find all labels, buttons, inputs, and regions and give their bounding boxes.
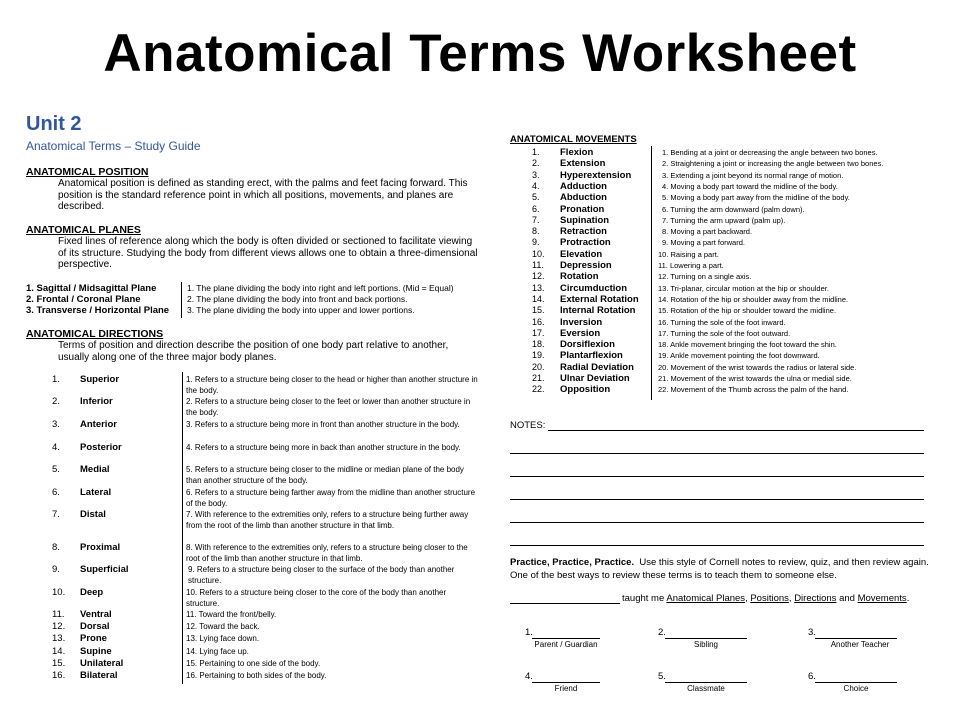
- blank-line[interactable]: [665, 682, 747, 683]
- planes-heading: ANATOMICAL PLANES: [26, 224, 141, 236]
- movement-num: 13.: [532, 282, 545, 293]
- movement-num: 12.: [532, 271, 545, 282]
- link-movements: Movements: [857, 593, 907, 604]
- blank-line[interactable]: [665, 638, 747, 639]
- direction-term: Bilateral: [80, 670, 118, 681]
- movement-term: Inversion: [560, 316, 603, 328]
- movement-definition: 14. Rotation of the hip or shoulder away from the midline.: [658, 294, 849, 304]
- notes-label: NOTES:: [510, 420, 546, 431]
- movement-term: Adduction: [560, 180, 607, 192]
- movement-term: Radial Deviation: [560, 361, 634, 373]
- direction-term: Deep: [80, 587, 104, 598]
- direction-definition: 10. Refers to a structure being closer to the core of the body than another structure.: [186, 588, 447, 608]
- movement-num: 16.: [532, 316, 545, 327]
- plane-definition: 3. The plane dividing the body into upper and lower portions.: [187, 305, 415, 315]
- movement-num: 18.: [532, 339, 545, 350]
- practice-paragraph: [510, 557, 930, 582]
- movement-definition: 20. Movement of the wrist towards the radius or lateral side.: [658, 362, 857, 372]
- movement-term: Circumduction: [560, 282, 628, 294]
- movement-num: 5.: [532, 192, 540, 203]
- blank-num: 3.: [808, 627, 816, 638]
- direction-definition: 11. Toward the front/belly.: [186, 610, 277, 619]
- direction-term: Supine: [80, 646, 112, 657]
- blank-label: Another Teacher: [830, 640, 890, 649]
- taught-prefix: taught me: [622, 593, 665, 604]
- direction-definition: 8. With reference to the extremities only, refers to a structure being closer to the root of the limb than another structure in that limb.: [186, 543, 468, 563]
- direction-definition: 12. Toward the back.: [186, 622, 260, 631]
- plane-definition: 2. The plane dividing the body into front and back portions.: [187, 294, 408, 304]
- blank-num: 2.: [658, 627, 666, 638]
- direction-term: Inferior: [80, 396, 113, 407]
- movement-term: Abduction: [560, 192, 607, 204]
- movement-term: Pronation: [560, 203, 605, 215]
- direction-definition: 1. Refers to a structure being closer to the head or higher than another structure in the body.: [186, 375, 478, 395]
- movement-num: 3.: [532, 169, 540, 180]
- movement-definition: 7. Turning the arm upward (palm up).: [662, 215, 786, 225]
- direction-definition: 15. Pertaining to one side of the body.: [186, 659, 321, 668]
- directions-text: Terms of position and direction describe the position of one body part relative to another, usually along one of the three major body planes.: [58, 340, 449, 363]
- link-directions: Directions: [794, 593, 837, 604]
- direction-definition: 13. Lying face down.: [186, 634, 260, 643]
- direction-definition: 14. Lying face up.: [186, 647, 249, 656]
- movement-term: Retraction: [560, 226, 607, 238]
- movement-definition: 2. Straightening a joint or increasing the angle between two bones.: [662, 159, 884, 169]
- direction-definition: 16. Pertaining to both sides of the body.: [186, 671, 327, 680]
- movement-num: 2.: [532, 158, 540, 169]
- movement-term: External Rotation: [560, 293, 639, 305]
- and-text: and: [839, 593, 855, 604]
- movement-num: 14.: [532, 293, 545, 304]
- blank-label: Choice: [843, 684, 869, 693]
- directions-heading: ANATOMICAL DIRECTIONS: [26, 328, 164, 340]
- movement-definition: 4. Moving a body part toward the midline of the body.: [662, 181, 838, 191]
- direction-definition: 6. Refers to a structure being farther away from the midline than another structure of the body.: [186, 488, 476, 508]
- planes-text: Fixed lines of reference along which the body is often divided or sectioned to facilitate viewing of its structure. Studying the body from different views allows one to obtain a three-dimensional perspective.: [58, 236, 478, 271]
- movement-num: 10.: [532, 248, 545, 259]
- direction-num: 15.: [52, 658, 66, 669]
- movement-term: Plantarflexion: [560, 350, 623, 362]
- blank-line[interactable]: [532, 682, 600, 683]
- direction-definition: 5. Refers to a structure being closer to the midline or median plane of the body than another structure of the body.: [186, 465, 464, 485]
- notes-line: [510, 522, 924, 523]
- direction-num: 3.: [52, 419, 60, 430]
- blank-label: Classmate: [687, 684, 725, 693]
- movement-definition: 10. Raising a part.: [658, 249, 719, 259]
- plane-divider: [181, 282, 182, 318]
- position-heading: ANATOMICAL POSITION: [26, 166, 149, 178]
- plane-term: 3. Transverse / Horizontal Plane: [26, 305, 170, 316]
- notes-line: [548, 430, 924, 431]
- direction-num: 13.: [52, 633, 66, 644]
- movement-term: Eversion: [560, 327, 601, 339]
- blank-num: 4.: [525, 671, 533, 682]
- direction-num: 16.: [52, 670, 66, 681]
- taught-line: [622, 593, 909, 605]
- direction-term: Proximal: [80, 542, 121, 553]
- movement-num: 22.: [532, 384, 545, 395]
- movement-definition: 21. Movement of the wrist towards the ulna or medial side.: [658, 374, 852, 383]
- taught-blank[interactable]: [510, 603, 620, 604]
- blank-line[interactable]: [815, 638, 897, 639]
- movement-definition: 12. Turning on a single axis.: [658, 272, 752, 282]
- blank-line[interactable]: [532, 638, 600, 639]
- movement-definition: 13. Tri-planar, circular motion at the hip or shoulder.: [658, 283, 829, 293]
- direction-num: 7.: [52, 509, 60, 520]
- direction-definition: 9. Refers to a structure being closer to the surface of the body than another structure.: [188, 565, 455, 585]
- direction-num: 10.: [52, 587, 66, 598]
- direction-num: 1.: [52, 374, 60, 385]
- movement-term: Protraction: [560, 237, 611, 249]
- movement-definition: 3. Extending a joint beyond its normal range of motion.: [662, 170, 844, 180]
- movement-definition: 9. Moving a part forward.: [662, 238, 745, 248]
- movement-term: Extension: [560, 158, 606, 170]
- direction-term: Dorsal: [80, 621, 110, 632]
- movement-num: 15.: [532, 305, 545, 316]
- movement-definition: 15. Rotation of the hip or shoulder toward the midline.: [658, 306, 837, 316]
- direction-num: 8.: [52, 542, 60, 553]
- direction-term: Anterior: [80, 419, 117, 430]
- direction-term: Prone: [80, 633, 107, 644]
- direction-num: 9.: [52, 564, 60, 575]
- movement-num: 4.: [532, 180, 540, 191]
- direction-term: Medial: [80, 464, 110, 475]
- movement-term: Hyperextension: [560, 169, 632, 181]
- direction-term: Superficial: [80, 564, 129, 575]
- unit-subtitle: Anatomical Terms – Study Guide: [26, 139, 201, 153]
- separator: ,: [788, 593, 792, 604]
- direction-num: 14.: [52, 646, 66, 657]
- blank-num: 5.: [658, 671, 666, 682]
- direction-term: Distal: [80, 509, 106, 520]
- movement-definition: 5. Moving a body part away from the midline of the body.: [662, 193, 850, 203]
- movements-heading: ANATOMICAL MOVEMENTS: [510, 134, 637, 145]
- movement-term: Depression: [560, 260, 612, 271]
- direction-term: Unilateral: [80, 658, 124, 669]
- movement-num: 20.: [532, 361, 545, 372]
- movement-num: 7.: [532, 214, 540, 225]
- movement-term: Ulnar Deviation: [560, 373, 630, 384]
- direction-num: 11.: [52, 609, 65, 620]
- unit-title: Unit 2: [26, 113, 82, 135]
- direction-term: Ventral: [80, 609, 112, 620]
- link-anatomical-planes: Anatomical Planes: [666, 593, 746, 604]
- direction-term: Lateral: [80, 487, 112, 498]
- movement-term: Supination: [560, 214, 610, 226]
- direction-definition: 7. With reference to the extremities only, refers to a structure being further away from the root of the limb than another structure in that limb.: [186, 510, 469, 530]
- plane-term: 2. Frontal / Coronal Plane: [26, 294, 141, 305]
- blank-label: Parent / Guardian: [534, 640, 598, 649]
- position-text: Anatomical position is defined as standing erect, with the palms and feet facing forward. This position is the standard reference point in which all positions, movements, and planes are described.: [58, 178, 468, 213]
- notes-line: [510, 476, 924, 477]
- movements-divider: [651, 146, 652, 400]
- movement-definition: 1. Bending at a joint or decreasing the angle between two bones.: [662, 148, 878, 157]
- notes-line: [510, 545, 924, 546]
- movement-term: Opposition: [560, 384, 611, 396]
- direction-num: 12.: [52, 621, 66, 632]
- movement-definition: 19. Ankle movement pointing the foot downward.: [658, 351, 820, 361]
- movement-definition: 22. Movement of the Thumb across the palm of the hand.: [658, 385, 849, 395]
- movement-term: Internal Rotation: [560, 305, 636, 317]
- blank-label: Friend: [554, 684, 578, 693]
- movement-term: Rotation: [560, 271, 599, 283]
- plane-term: 1. Sagittal / Midsagittal Plane: [26, 283, 157, 294]
- movement-num: 17.: [532, 327, 545, 338]
- blank-num: 6.: [808, 671, 816, 682]
- movement-definition: 6. Turning the arm downward (palm down).: [662, 204, 805, 214]
- direction-num: 4.: [52, 442, 60, 453]
- direction-num: 6.: [52, 487, 60, 498]
- practice-heading: Practice, Practice, Practice.: [510, 557, 635, 568]
- direction-num: 5.: [52, 464, 60, 475]
- practice-text: Use this style of Cornell notes to review, quiz, and then review again. One of the best ways to review these terms is to teach them to someone else.: [510, 557, 929, 581]
- blank-num: 1.: [525, 627, 533, 638]
- movement-definition: 18. Ankle movement bringing the foot toward the shin.: [658, 340, 837, 350]
- blank-line[interactable]: [815, 682, 897, 683]
- movement-num: 21.: [532, 373, 545, 383]
- movement-num: 9.: [532, 237, 540, 248]
- movement-num: 6.: [532, 203, 540, 214]
- movement-num: 11.: [532, 260, 544, 270]
- movement-definition: 8. Moving a part backward.: [662, 227, 753, 237]
- separator: ,: [745, 593, 748, 604]
- slide-title: Anatomical Terms Worksheet: [103, 24, 857, 83]
- movement-term: Elevation: [560, 248, 603, 260]
- movement-num: 1.: [532, 147, 540, 157]
- notes-line: [510, 499, 924, 500]
- direction-term: Posterior: [80, 442, 122, 453]
- movement-definition: 17. Turning the sole of the foot outward.: [658, 328, 791, 338]
- direction-definition: 2. Refers to a structure being closer to the feet or lower than another structure in the body.: [186, 397, 471, 417]
- direction-term: Superior: [80, 374, 120, 385]
- direction-num: 2.: [52, 396, 60, 407]
- direction-definition: 3. Refers to a structure being more in front than another structure in the body.: [186, 420, 460, 429]
- movement-num: 8.: [532, 226, 540, 237]
- plane-definition: 1. The plane dividing the body into right and left portions. (Mid = Equal): [187, 283, 454, 293]
- movement-definition: 11. Lowering a part.: [658, 261, 724, 270]
- end-period: .: [906, 593, 910, 604]
- direction-definition: 4. Refers to a structure being more in back than another structure in the body.: [186, 443, 461, 452]
- directions-divider: [182, 372, 183, 684]
- notes-line: [510, 453, 924, 454]
- movement-term: Flexion: [560, 147, 594, 158]
- movement-num: 19.: [532, 350, 545, 361]
- movement-definition: 16. Turning the sole of the foot inward.: [658, 317, 786, 327]
- movement-term: Dorsiflexion: [560, 339, 615, 351]
- link-positions: Positions: [750, 593, 789, 604]
- blank-label: Sibling: [693, 640, 718, 649]
